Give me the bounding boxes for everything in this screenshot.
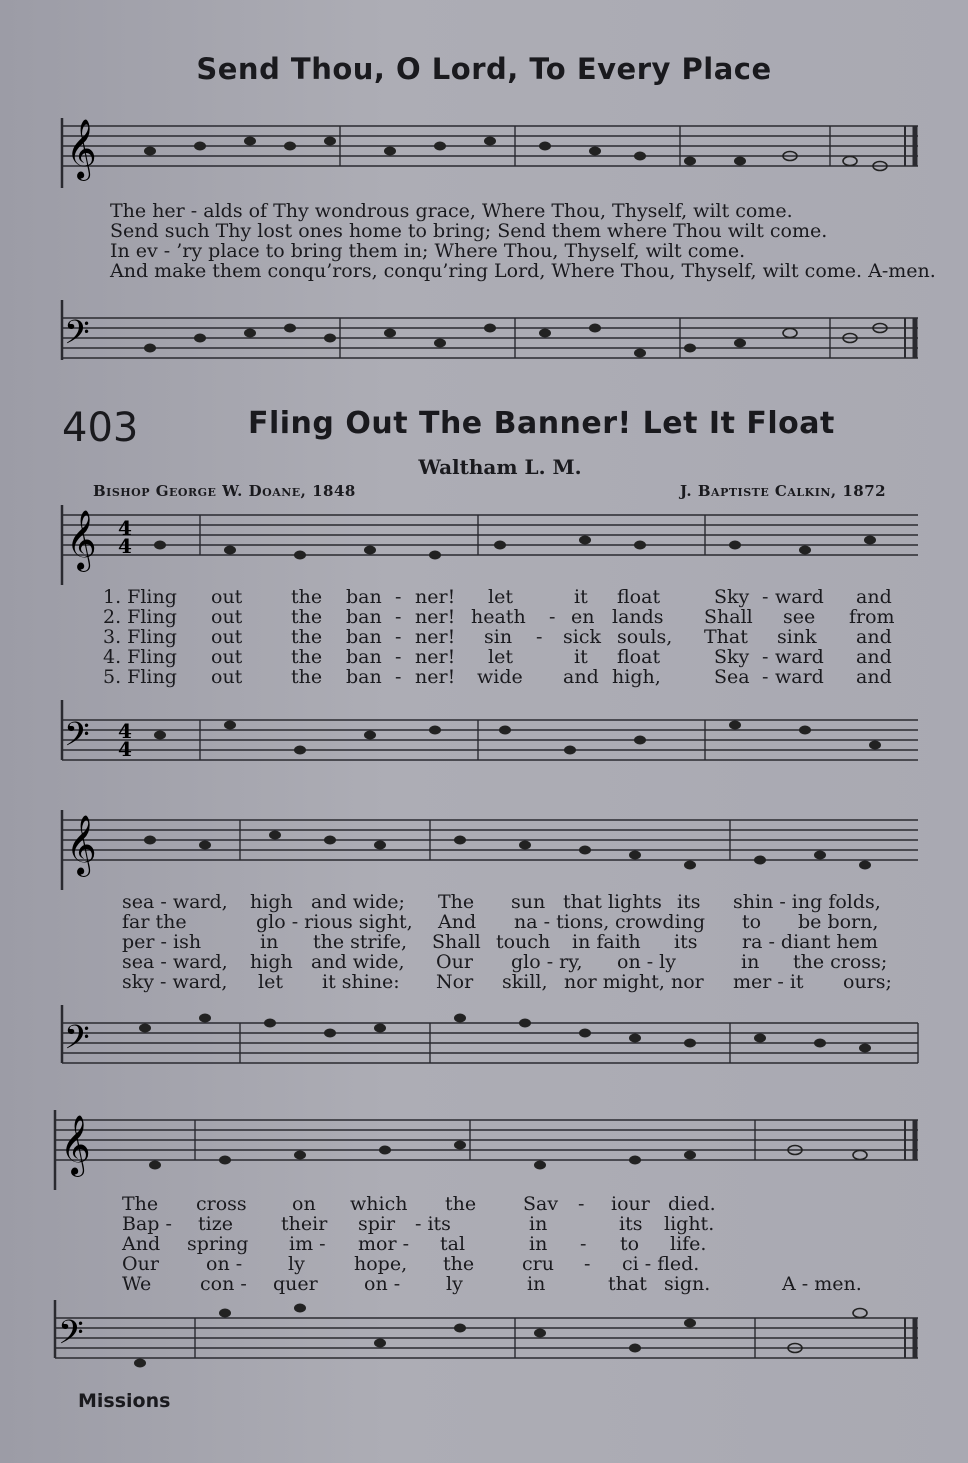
- s1-v4-w0: 4. Fling: [103, 646, 177, 668]
- s1-v5-w7: and: [563, 666, 599, 688]
- s1-v1-w4: -: [395, 586, 402, 608]
- s1-v1-w2: the: [291, 586, 323, 608]
- s1-v2-w4: -: [395, 606, 402, 628]
- s2-v5-w1: let: [258, 971, 283, 993]
- s2-v2-w6: be born,: [798, 911, 879, 933]
- s1-v2-w1: out: [211, 606, 243, 628]
- svg-text:𝄢: 𝄢: [58, 1314, 84, 1360]
- s1-v4-w3: ban: [346, 646, 382, 668]
- system1-bass-staff: [0, 700, 968, 780]
- s2-v3-w3: Shall: [432, 931, 481, 953]
- s2-v2-w3: na - tions,: [514, 911, 610, 933]
- s3-v3-w5: in: [529, 1233, 548, 1255]
- s1-v5-w0: 5. Fling: [103, 666, 177, 688]
- s1-v5-w1: out: [211, 666, 243, 688]
- s3-v5-w8: sign.: [664, 1273, 711, 1295]
- s1-v1-w0: 1. Fling: [103, 586, 177, 608]
- s2-v4-w5: on - ly: [617, 951, 676, 973]
- s3-v2-w1: tize: [198, 1213, 233, 1235]
- s1-v2-w6: heath: [471, 606, 526, 628]
- s3-v4-w4: the: [443, 1253, 475, 1275]
- s1-v3-w11: sink: [777, 626, 817, 648]
- s1-v1-w8: float: [617, 586, 661, 608]
- s1-v2-w10: Shall: [704, 606, 753, 628]
- svg-text:𝄢: 𝄢: [64, 716, 90, 762]
- s3-v1-w0: The: [122, 1193, 159, 1215]
- s1-v1-w6: let: [488, 586, 513, 608]
- s1-v4-w12: and: [856, 646, 892, 668]
- s2-v1-w0: sea - ward,: [122, 891, 228, 913]
- s1-v4-w8: float: [617, 646, 661, 668]
- s2-v5-w5: nor might, nor: [564, 971, 704, 993]
- s2-v5-w7: ours;: [843, 971, 892, 993]
- system2-treble-staff: [0, 810, 968, 890]
- system3-bass-staff: [0, 1300, 968, 1390]
- s3-v5-w7: that: [608, 1273, 647, 1295]
- s3-v2-w3: spir: [358, 1213, 396, 1235]
- s3-v5-w2: quer: [273, 1273, 318, 1295]
- s2-v1-w6: its: [677, 891, 701, 913]
- s1-v1-w3: ban: [346, 586, 382, 608]
- s3-v2-w0: Bap -: [122, 1213, 172, 1235]
- composer-credit: J. Baptiste Calkin, 1872: [680, 482, 887, 500]
- s1-v1-w5: ner!: [415, 586, 456, 608]
- s2-v2-w0: far the: [122, 911, 187, 933]
- s2-v4-w6: in: [741, 951, 760, 973]
- s1-v4-w9: Sky: [714, 646, 750, 668]
- s1-v1-w9: Sky: [714, 586, 750, 608]
- s1-v4-w6: let: [488, 646, 513, 668]
- s1-v1-w12: and: [856, 586, 892, 608]
- svg-text:𝄞: 𝄞: [66, 119, 97, 179]
- previous-hymn-title: Send Thou, O Lord, To Every Place: [196, 52, 772, 86]
- s2-v1-w2: and wide;: [311, 891, 405, 913]
- s1-v3-w0: 3. Fling: [103, 626, 177, 648]
- s2-v2-w1: glo - rious sight,: [256, 911, 413, 933]
- s3-v2-w4: - its: [415, 1213, 451, 1235]
- s1-v2-w5: ner!: [415, 606, 456, 628]
- svg-text:4: 4: [118, 516, 132, 540]
- s3-v2-w8: light.: [664, 1213, 715, 1235]
- s3-v3-w2: im -: [289, 1233, 326, 1255]
- s3-v4-w3: hope,: [354, 1253, 408, 1275]
- s2-v5-w2: it shine:: [322, 971, 400, 993]
- s3-v1-w4: the: [445, 1193, 477, 1215]
- s2-v1-w7: shin - ing folds,: [733, 891, 881, 913]
- s3-v5-w3: on -: [364, 1273, 401, 1295]
- s3-v2-w2: their: [281, 1213, 328, 1235]
- s1-v3-w9: souls,: [617, 626, 673, 648]
- s3-v3-w1: spring: [187, 1233, 249, 1255]
- s1-v1-w11: ward: [775, 586, 824, 608]
- s2-v3-w6: its: [674, 931, 698, 953]
- s3-v1-w1: cross: [196, 1193, 247, 1215]
- s1-v5-w2: the: [291, 666, 323, 688]
- system1-treble-staff: [0, 505, 968, 585]
- s2-v4-w1: high: [250, 951, 293, 973]
- hymn-title: Fling Out The Banner! Let It Float: [248, 406, 835, 441]
- s1-v3-w12: and: [856, 626, 892, 648]
- s2-v3-w4: touch: [496, 931, 551, 953]
- hymn-number: 403: [62, 405, 139, 451]
- s2-v1-w1: high: [250, 891, 293, 913]
- s2-v3-w5: in faith: [572, 931, 641, 953]
- s1-v1-w10: -: [762, 586, 769, 608]
- previous-lyric-line-3: In ev - ’ry place to bring them in; Where Thou, Thyself, wilt come.: [110, 240, 746, 262]
- s1-v4-w4: -: [395, 646, 402, 668]
- s3-v3-w7: to: [620, 1233, 640, 1255]
- s1-v2-w2: the: [291, 606, 323, 628]
- s2-v4-w0: sea - ward,: [122, 951, 228, 973]
- svg-text:𝄞: 𝄞: [66, 510, 97, 570]
- s1-v4-w2: the: [291, 646, 323, 668]
- system2-bass-staff: [0, 1005, 968, 1085]
- s2-v3-w1: in: [260, 931, 279, 953]
- s1-v2-w8: en: [571, 606, 595, 628]
- s3-v1-w5: Sav: [523, 1193, 559, 1215]
- s2-v5-w4: skill,: [502, 971, 548, 993]
- system3-treble-staff: [0, 1110, 968, 1190]
- s1-v4-w11: ward: [775, 646, 824, 668]
- s1-v5-w6: wide: [477, 666, 523, 688]
- s1-v2-w7: -: [549, 606, 556, 628]
- amen: A - men.: [782, 1273, 862, 1295]
- s3-v1-w6: -: [578, 1193, 585, 1215]
- s2-v4-w2: and wide,: [311, 951, 405, 973]
- s2-v1-w4: sun: [511, 891, 546, 913]
- s1-v4-w7: it: [574, 646, 588, 668]
- s1-v1-w7: it: [574, 586, 588, 608]
- s3-v4-w1: on -: [206, 1253, 243, 1275]
- s1-v3-w3: ban: [346, 626, 382, 648]
- s1-v3-w10: That: [704, 626, 748, 648]
- s3-v1-w2: on: [292, 1193, 316, 1215]
- s3-v5-w1: con -: [200, 1273, 247, 1295]
- s1-v5-w11: ward: [775, 666, 824, 688]
- s2-v4-w4: glo - ry,: [511, 951, 583, 973]
- previous-lyric-line-4: And make them conqu’rors, conqu’ring Lord, Where Thou, Thyself, wilt come. A-men.: [110, 260, 936, 282]
- svg-text:𝄞: 𝄞: [60, 1115, 91, 1175]
- s1-v5-w4: -: [395, 666, 402, 688]
- s2-v2-w5: to: [742, 911, 762, 933]
- s3-v5-w5: in: [527, 1273, 546, 1295]
- previous-lyric-line-1: The her - alds of Thy wondrous grace, Where Thou, Thyself, wilt come.: [110, 200, 793, 222]
- s3-v2-w5: in: [529, 1213, 548, 1235]
- s3-v1-w3: which: [350, 1193, 408, 1215]
- svg-text:4: 4: [118, 719, 132, 743]
- s2-v4-w7: the cross;: [793, 951, 888, 973]
- s1-v2-w9: lands: [612, 606, 664, 628]
- previous-lyric-line-2: Send such Thy lost ones home to bring; Send them where Thou wilt come.: [110, 220, 828, 242]
- s1-v4-w10: -: [762, 646, 769, 668]
- s1-v2-w12: from: [849, 606, 895, 628]
- previous-bass-staff: [0, 300, 968, 380]
- svg-text:𝄢: 𝄢: [64, 1019, 90, 1065]
- s1-v5-w3: ban: [346, 666, 382, 688]
- svg-text:𝄢: 𝄢: [64, 314, 90, 360]
- tune-name: Waltham L. M.: [418, 455, 582, 479]
- s2-v5-w6: mer - it: [733, 971, 804, 993]
- s2-v3-w2: the strife,: [313, 931, 408, 953]
- s1-v5-w10: -: [762, 666, 769, 688]
- s3-v4-w7: ci - fled.: [622, 1253, 700, 1275]
- s3-v2-w7: its: [619, 1213, 643, 1235]
- s1-v5-w8: high,: [612, 666, 661, 688]
- s3-v3-w3: mor -: [358, 1233, 409, 1255]
- s2-v4-w3: Our: [436, 951, 473, 973]
- s2-v2-w2: And: [438, 911, 477, 933]
- s3-v5-w0: We: [122, 1273, 152, 1295]
- s1-v5-w5: ner!: [415, 666, 456, 688]
- s1-v2-w11: see: [783, 606, 816, 628]
- s1-v3-w8: sick: [563, 626, 601, 648]
- s3-v3-w8: life.: [670, 1233, 707, 1255]
- s1-v5-w9: Sea: [714, 666, 750, 688]
- previous-treble-staff: [0, 118, 968, 188]
- s2-v5-w3: Nor: [436, 971, 474, 993]
- s3-v5-w4: ly: [446, 1273, 463, 1295]
- s3-v4-w6: -: [584, 1253, 591, 1275]
- s2-v1-w3: The: [438, 891, 475, 913]
- s1-v1-w1: out: [211, 586, 243, 608]
- s2-v3-w7: ra - diant hem: [742, 931, 878, 953]
- svg-text:4: 4: [118, 534, 132, 558]
- s3-v4-w5: cru: [522, 1253, 554, 1275]
- s1-v4-w1: out: [211, 646, 243, 668]
- s3-v3-w4: tal: [440, 1233, 466, 1255]
- s1-v3-w4: -: [395, 626, 402, 648]
- s3-v4-w2: ly: [288, 1253, 305, 1275]
- s1-v3-w7: -: [536, 626, 543, 648]
- s1-v3-w2: the: [291, 626, 323, 648]
- s2-v5-w0: sky - ward,: [122, 971, 228, 993]
- s1-v3-w1: out: [211, 626, 243, 648]
- s3-v1-w7: iour: [611, 1193, 650, 1215]
- svg-text:4: 4: [118, 737, 132, 761]
- s3-v3-w0: And: [122, 1233, 161, 1255]
- s1-v5-w12: and: [856, 666, 892, 688]
- s2-v1-w5: that lights: [563, 891, 662, 913]
- s1-v3-w6: sin: [484, 626, 513, 648]
- page-footer-section: Missions: [78, 1390, 171, 1412]
- s1-v3-w5: ner!: [415, 626, 456, 648]
- s3-v4-w0: Our: [122, 1253, 159, 1275]
- author-credit: Bishop George W. Doane, 1848: [93, 482, 356, 500]
- s3-v1-w8: died.: [668, 1193, 716, 1215]
- s3-v3-w6: -: [580, 1233, 587, 1255]
- s2-v3-w0: per - ish: [122, 931, 202, 953]
- s1-v4-w5: ner!: [415, 646, 456, 668]
- svg-text:𝄞: 𝄞: [66, 815, 97, 875]
- s2-v2-w4: crowding: [615, 911, 706, 933]
- s1-v2-w0: 2. Fling: [103, 606, 177, 628]
- s1-v2-w3: ban: [346, 606, 382, 628]
